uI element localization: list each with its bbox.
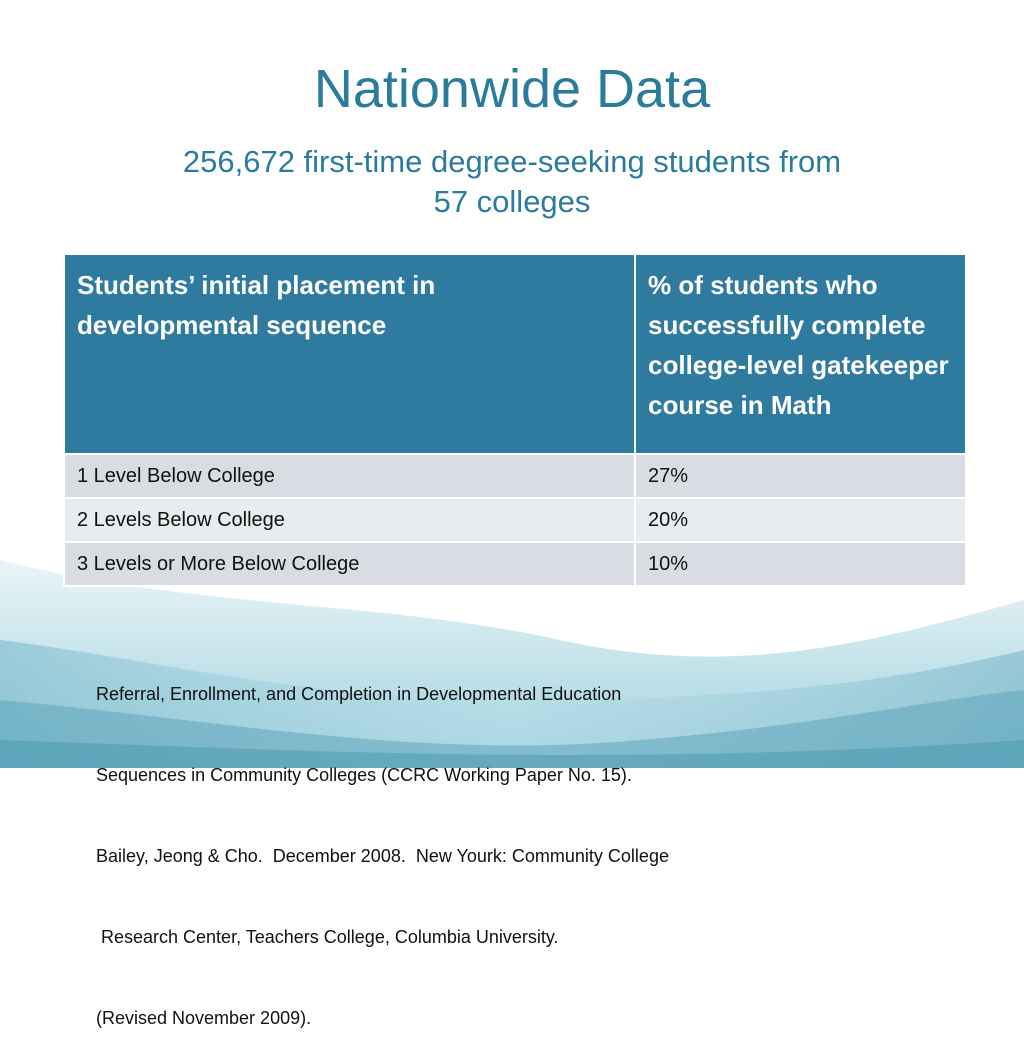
row-1-placement: 1 Level Below College bbox=[64, 454, 635, 498]
citation-line-5: (Revised November 2009). bbox=[96, 1008, 312, 1028]
slide-subtitle bbox=[62, 142, 962, 222]
row-1-percent: 27% bbox=[635, 454, 966, 498]
header-success-percent: % of students who successfully complete college-level gatekeeper course in Math bbox=[635, 254, 966, 454]
row-2-placement: 2 Levels Below College bbox=[64, 498, 635, 542]
citation-line-2: Sequences in Community Colleges (CCRC Working Paper No. 15). bbox=[96, 765, 632, 785]
citation-line-3: Bailey, Jeong & Cho. December 2008. New Yourk: Community College bbox=[96, 846, 669, 866]
subtitle-line-2: 57 colleges bbox=[433, 184, 591, 219]
slide-title: Nationwide Data bbox=[313, 59, 711, 119]
table-header-row bbox=[64, 254, 966, 454]
table-row bbox=[64, 454, 966, 498]
row-2-percent: 20% bbox=[635, 498, 966, 542]
subtitle-line-1: 256,672 first-time degree-seeking students from bbox=[182, 144, 842, 179]
row-3-placement: 3 Levels or More Below College bbox=[64, 542, 635, 586]
row-3-percent: 10% bbox=[635, 542, 966, 586]
table-row bbox=[64, 542, 966, 586]
citation-block bbox=[96, 627, 916, 1059]
citation-line-1: Referral, Enrollment, and Completion in Developmental Education bbox=[96, 684, 622, 704]
citation-line-4: Research Center, Teachers College, Columbia University. bbox=[96, 927, 559, 947]
placement-table bbox=[63, 253, 967, 587]
table-row bbox=[64, 498, 966, 542]
header-initial-placement: Students’ initial placement in developmental sequence bbox=[64, 254, 635, 454]
